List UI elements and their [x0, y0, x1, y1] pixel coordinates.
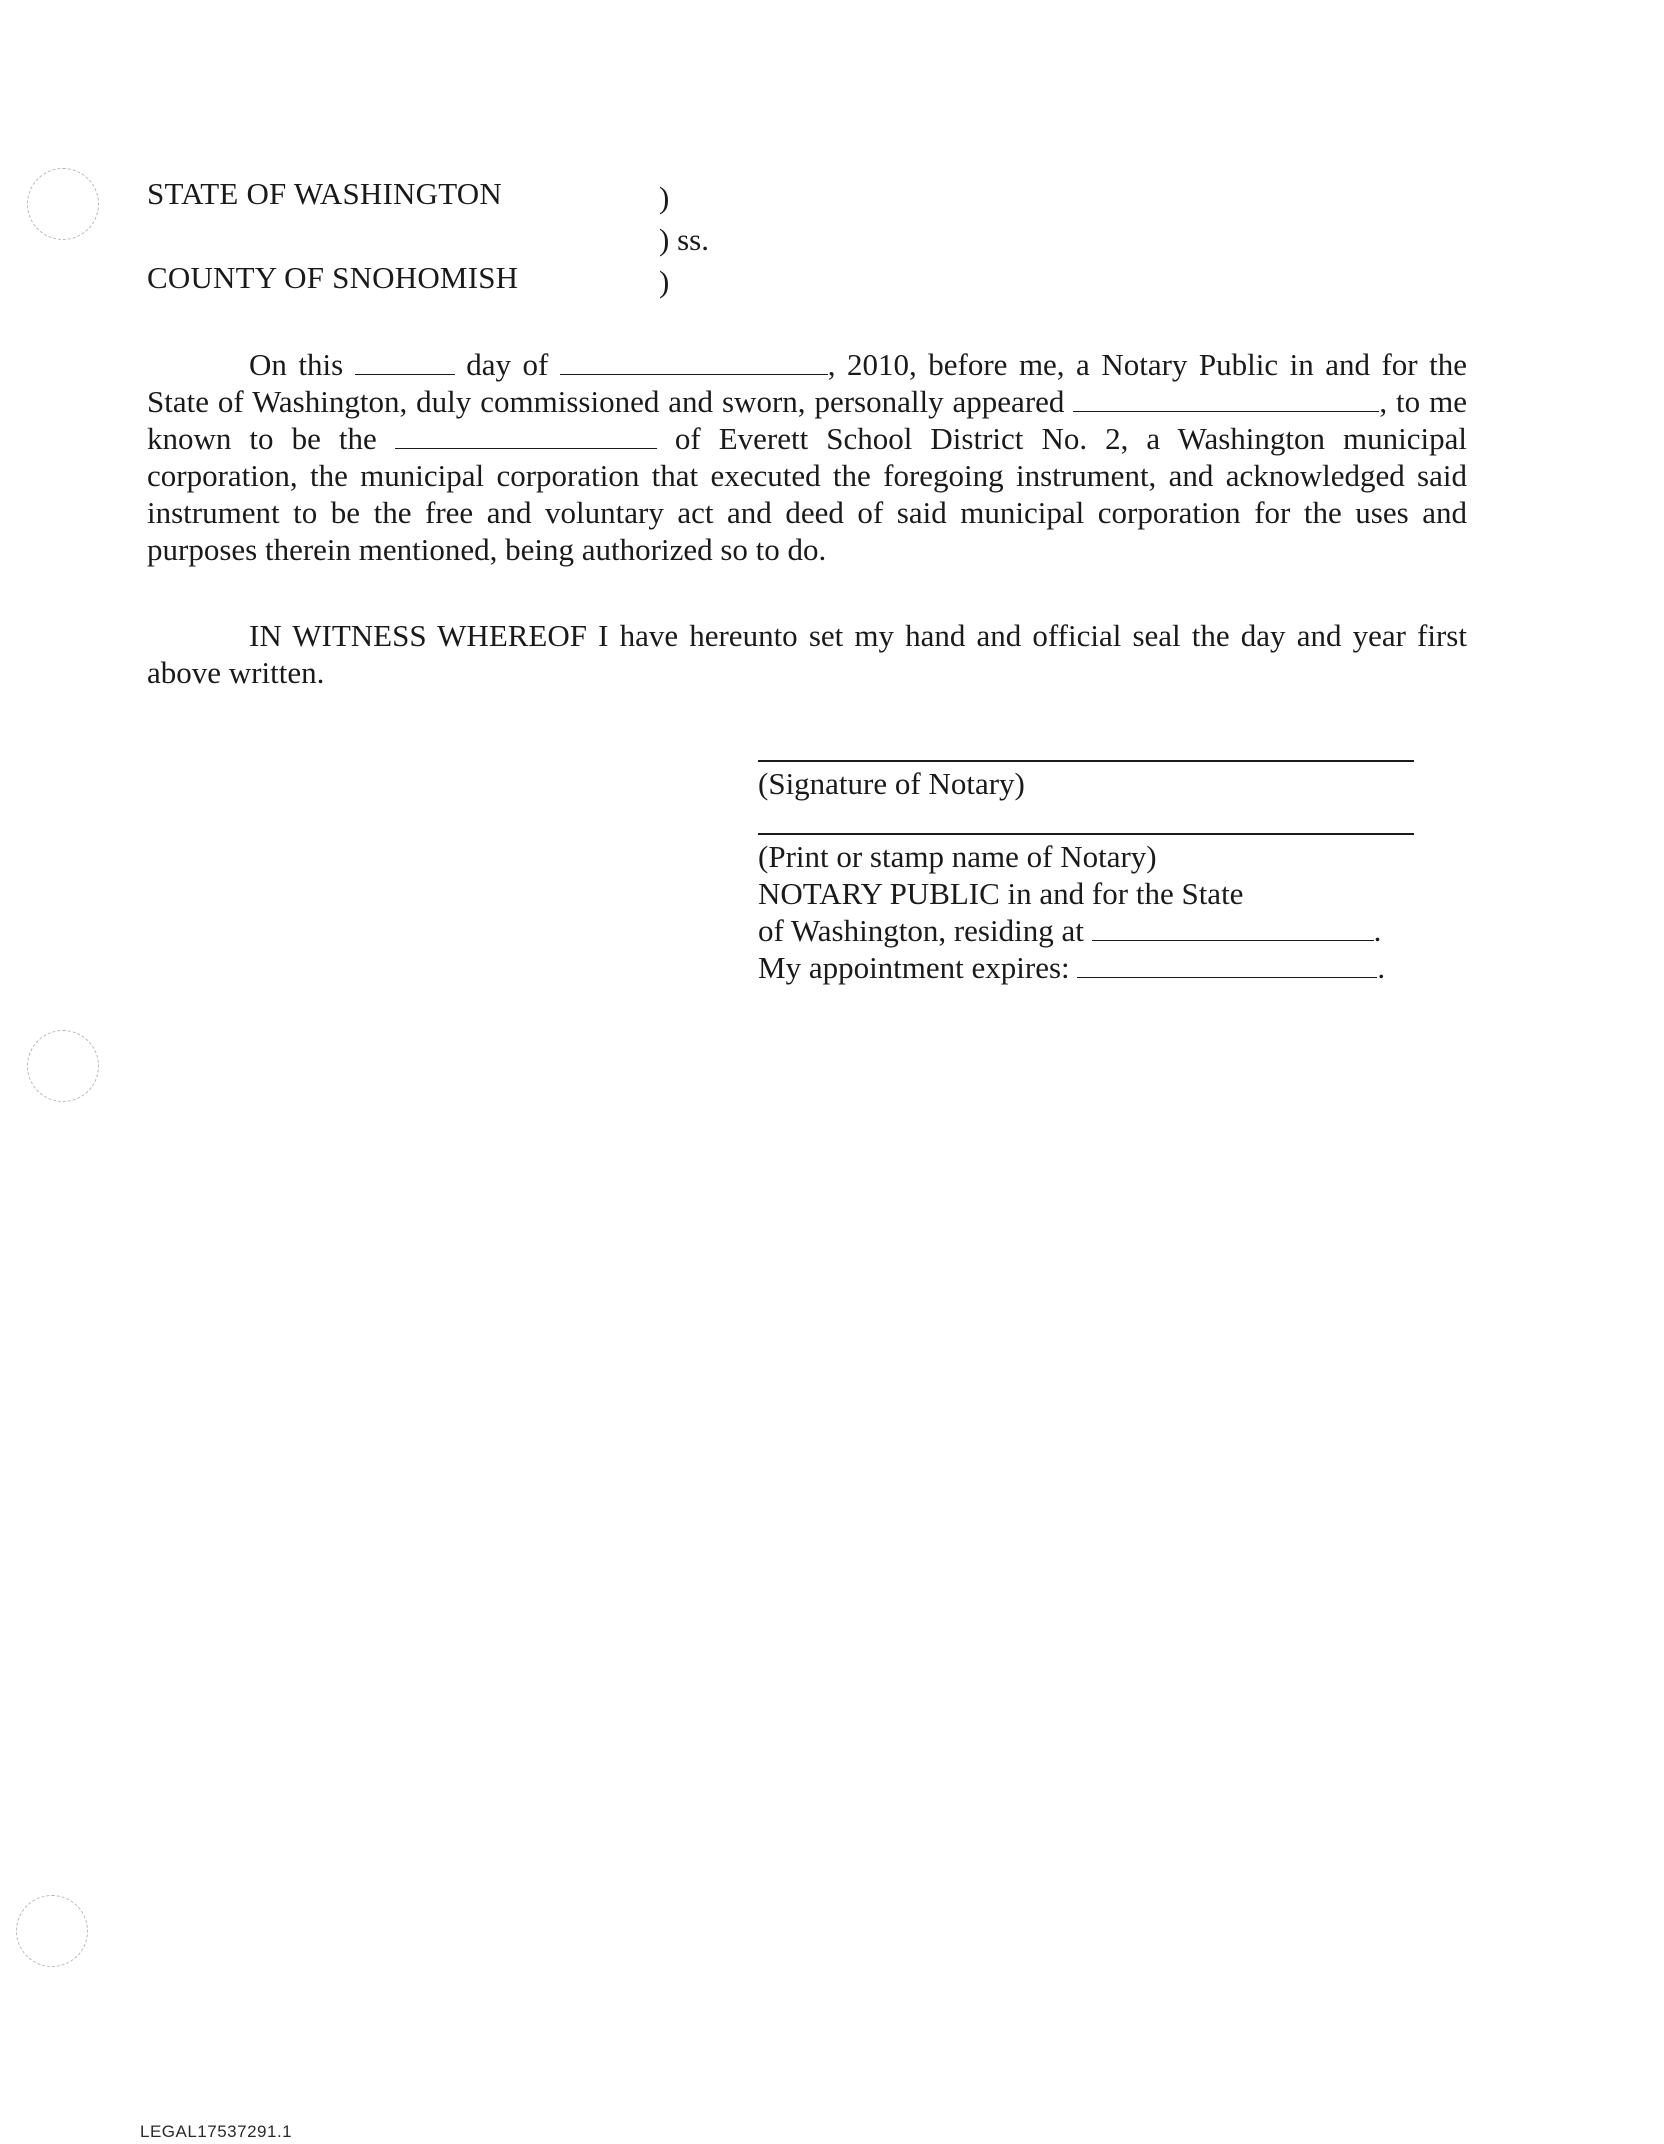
- witness-paragraph: [147, 617, 1467, 691]
- hole-punch-bottom: [16, 1895, 88, 1967]
- title-blank: [395, 422, 657, 449]
- residing-blank: [1092, 914, 1374, 941]
- expires-period: .: [1377, 950, 1386, 985]
- signature-label: (Signature of Notary): [758, 766, 1025, 801]
- print-name-line: [758, 833, 1414, 835]
- hole-punch-middle: [27, 1030, 99, 1102]
- ack-text-day-of: day of: [466, 347, 549, 382]
- ack-text-known-to-be: , to me known to be the: [147, 384, 1467, 456]
- month-blank: [560, 348, 828, 375]
- person-name-blank: [1073, 385, 1379, 412]
- acknowledgment-paragraph: [147, 346, 1467, 568]
- print-name-label: (Print or stamp name of Notary): [758, 839, 1157, 874]
- ack-text-district: of Everett School District No. 2, a Washington municipal corporation, the municipal corporation that executed the foregoing instrument, and acknowledged said instrument to be the free and voluntary act and deed of said municipal corporation for the uses and purposes therein mentioned, being authorized so to do.: [147, 421, 1468, 567]
- residing-label: of Washington, residing at: [758, 913, 1084, 948]
- residing-period: .: [1373, 913, 1382, 948]
- residing-line: [758, 912, 1381, 949]
- ack-text-on-this: On this: [249, 347, 344, 382]
- venue-paren-open: ): [659, 180, 670, 215]
- venue-state: STATE OF WASHINGTON: [147, 176, 502, 211]
- notary-public-line: NOTARY PUBLIC in and for the State: [758, 876, 1244, 911]
- day-blank: [355, 348, 455, 375]
- signature-line: [758, 760, 1414, 762]
- witness-text: IN WITNESS WHEREOF I have hereunto set my hand and official seal the day and year first above written.: [147, 618, 1467, 690]
- expires-label: My appointment expires:: [758, 950, 1070, 985]
- expires-blank: [1077, 951, 1377, 978]
- document-id-footer: LEGAL17537291.1: [140, 2122, 293, 2141]
- hole-punch-top: [27, 168, 99, 240]
- venue-paren-ss: ) ss.: [659, 222, 709, 257]
- venue-county: COUNTY OF SNOHOMISH: [147, 260, 519, 295]
- expires-line: [758, 949, 1385, 986]
- ack-text-before-me: , 2010, before me, a Notary Public in and for the State of Washington, duly commissioned and sworn, personally appeared: [147, 347, 1468, 419]
- venue-paren-close: ): [659, 264, 670, 299]
